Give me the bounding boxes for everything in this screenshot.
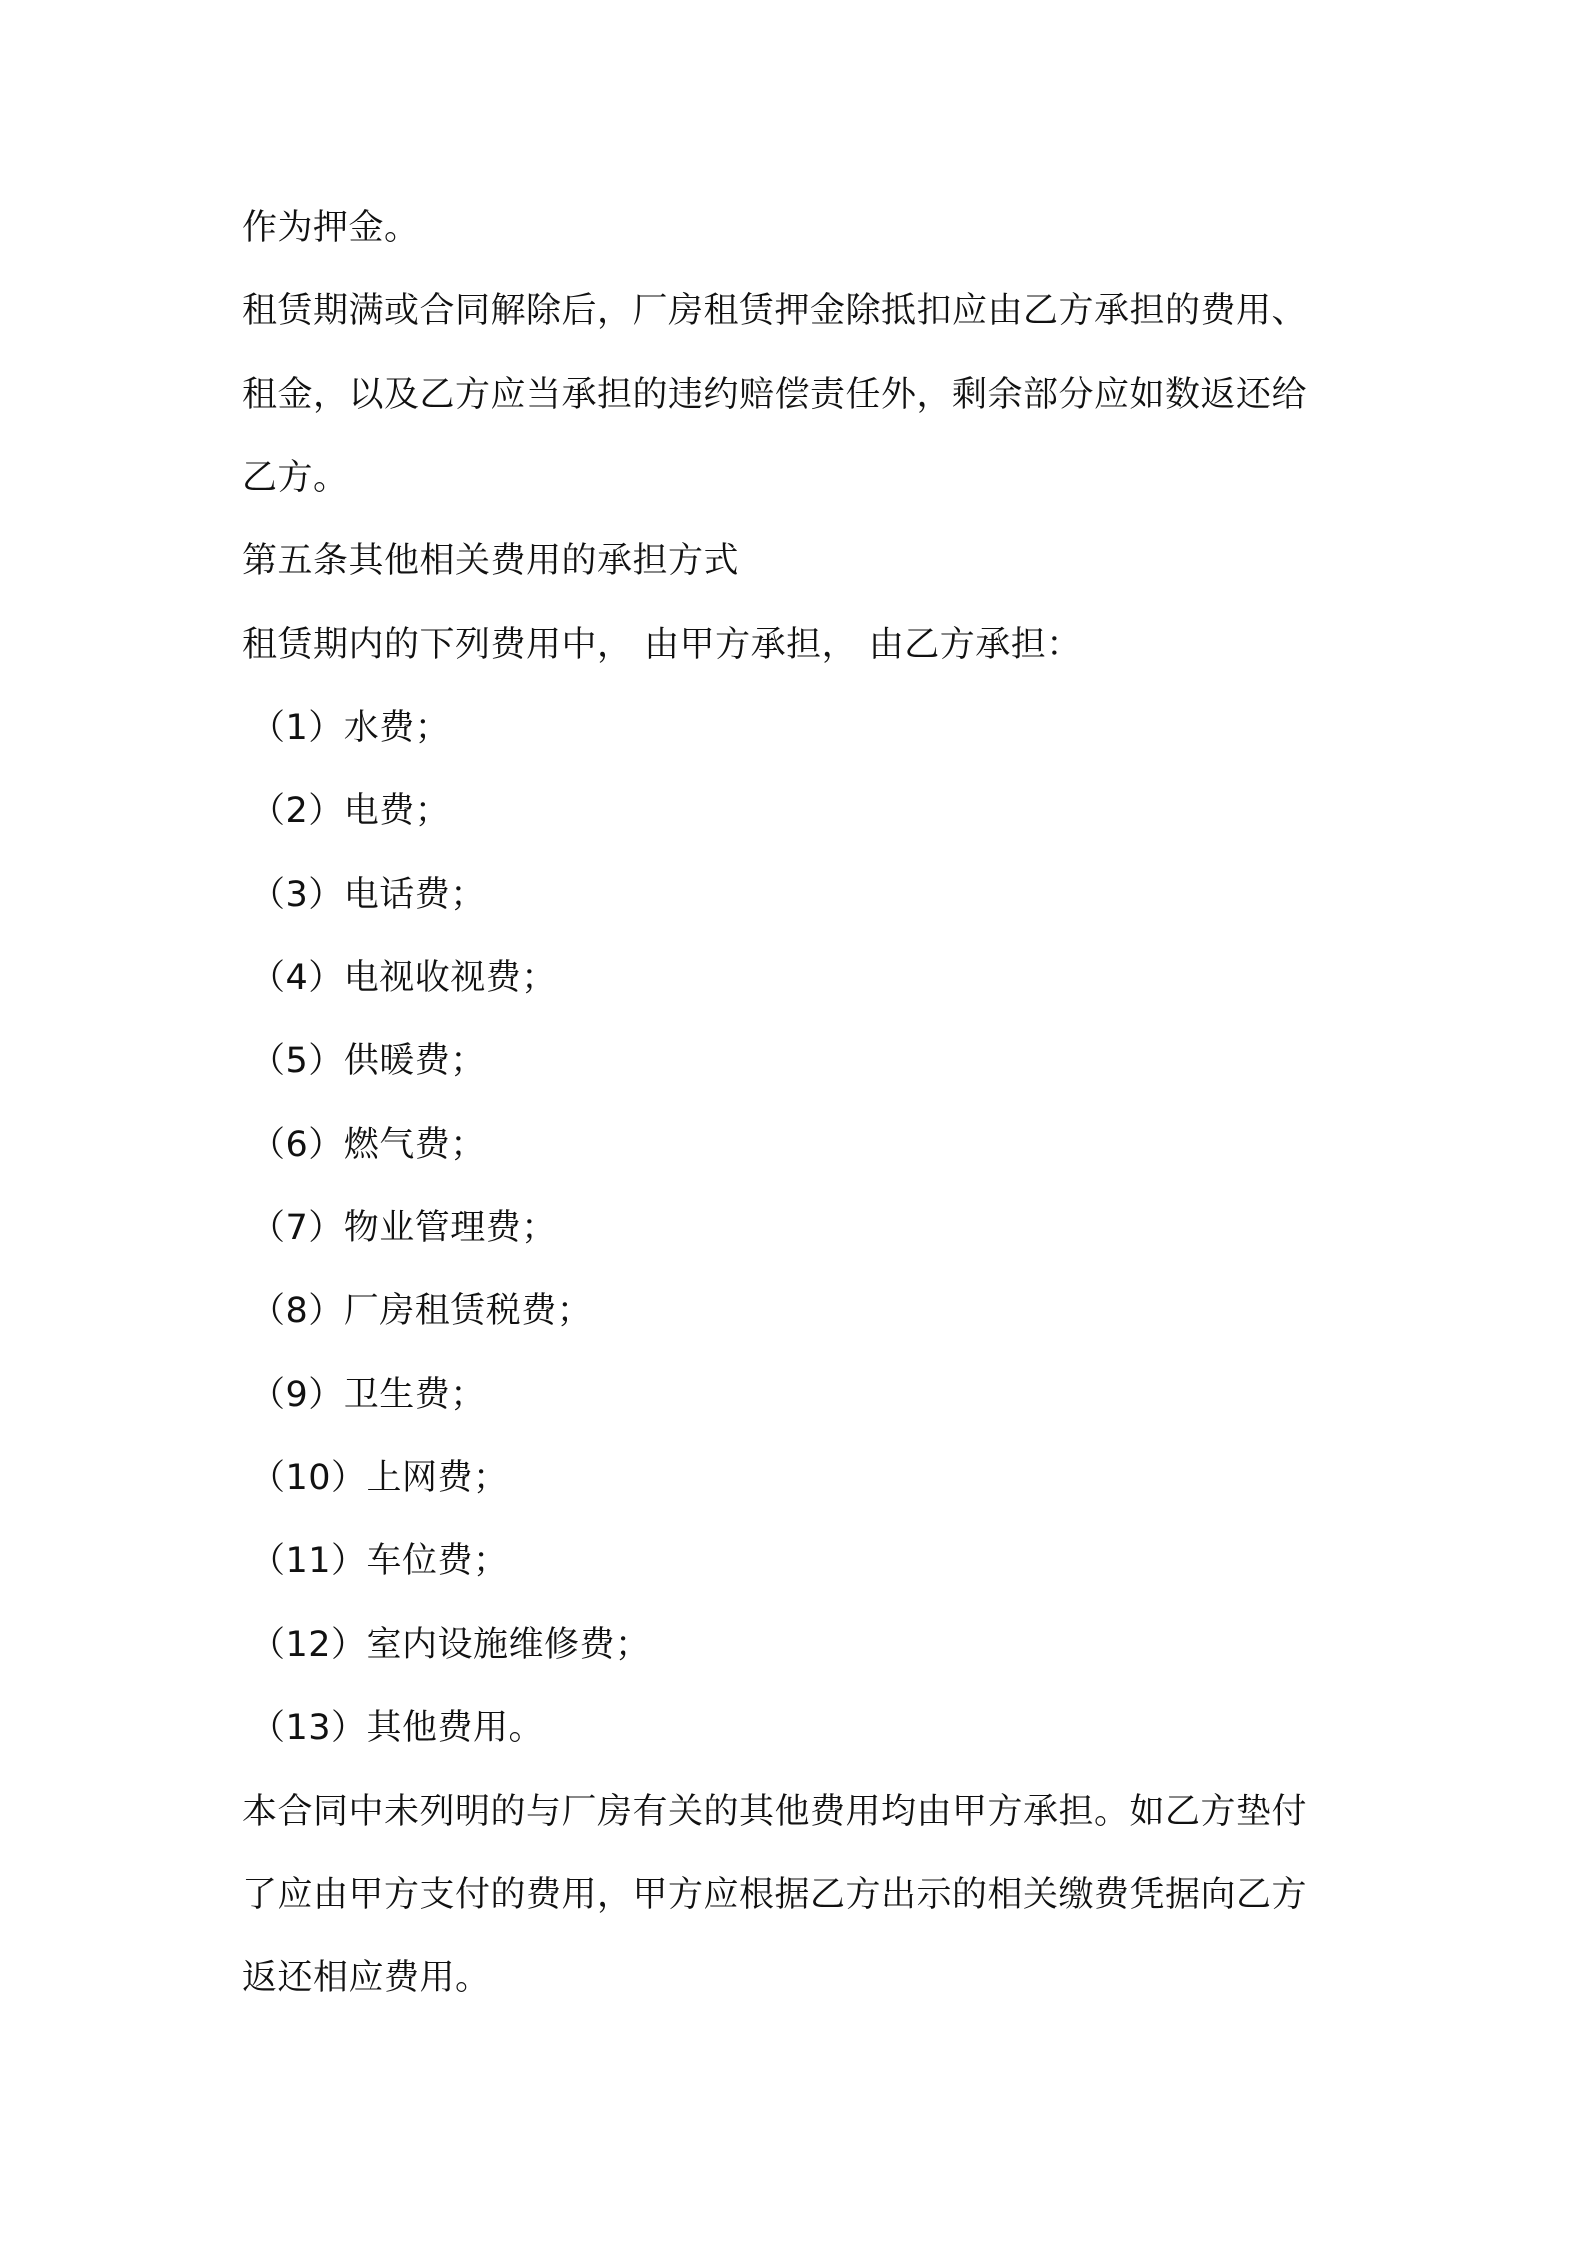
- paragraph-deposit-return-line-1: 租赁期满或合同解除后，厂房租赁押金除抵扣应由乙方承担的费用、: [242, 291, 1308, 331]
- fee-item-4: （4）电视收视费；: [250, 958, 557, 998]
- paragraph-deposit-end: 作为押金。: [242, 208, 420, 248]
- fee-item-6: （6）燃气费；: [250, 1125, 486, 1165]
- paragraph-fee-intro: 租赁期内的下列费用中， 由甲方承担， 由乙方承担：: [242, 625, 1082, 665]
- fee-item-5: （5）供暖费；: [250, 1041, 486, 1081]
- fee-item-3: （3）电话费；: [250, 875, 486, 915]
- fee-item-1: （1）水费；: [250, 708, 451, 748]
- fee-item-10: （10）上网费；: [250, 1458, 509, 1498]
- fee-item-13: （13）其他费用。: [250, 1708, 545, 1748]
- paragraph-closing-line-3: 返还相应费用。: [242, 1958, 491, 1998]
- paragraph-deposit-return-line-3: 乙方。: [242, 458, 349, 498]
- paragraph-closing-line-2: 了应由甲方支付的费用，甲方应根据乙方出示的相关缴费凭据向乙方: [242, 1875, 1308, 1915]
- fee-item-12: （12）室内设施维修费；: [250, 1625, 651, 1665]
- fee-item-11: （11）车位费；: [250, 1541, 509, 1581]
- paragraph-closing-line-1: 本合同中未列明的与厂房有关的其他费用均由甲方承担。如乙方垫付: [242, 1792, 1308, 1832]
- fee-item-9: （9）卫生费；: [250, 1375, 486, 1415]
- fee-item-8: （8）厂房租赁税费；: [250, 1291, 593, 1331]
- fee-item-2: （2）电费；: [250, 791, 451, 831]
- paragraph-deposit-return-line-2: 租金，以及乙方应当承担的违约赔偿责任外，剩余部分应如数返还给: [242, 375, 1308, 415]
- section-heading-article-5: 第五条其他相关费用的承担方式: [242, 541, 740, 581]
- fee-item-7: （7）物业管理费；: [250, 1208, 557, 1248]
